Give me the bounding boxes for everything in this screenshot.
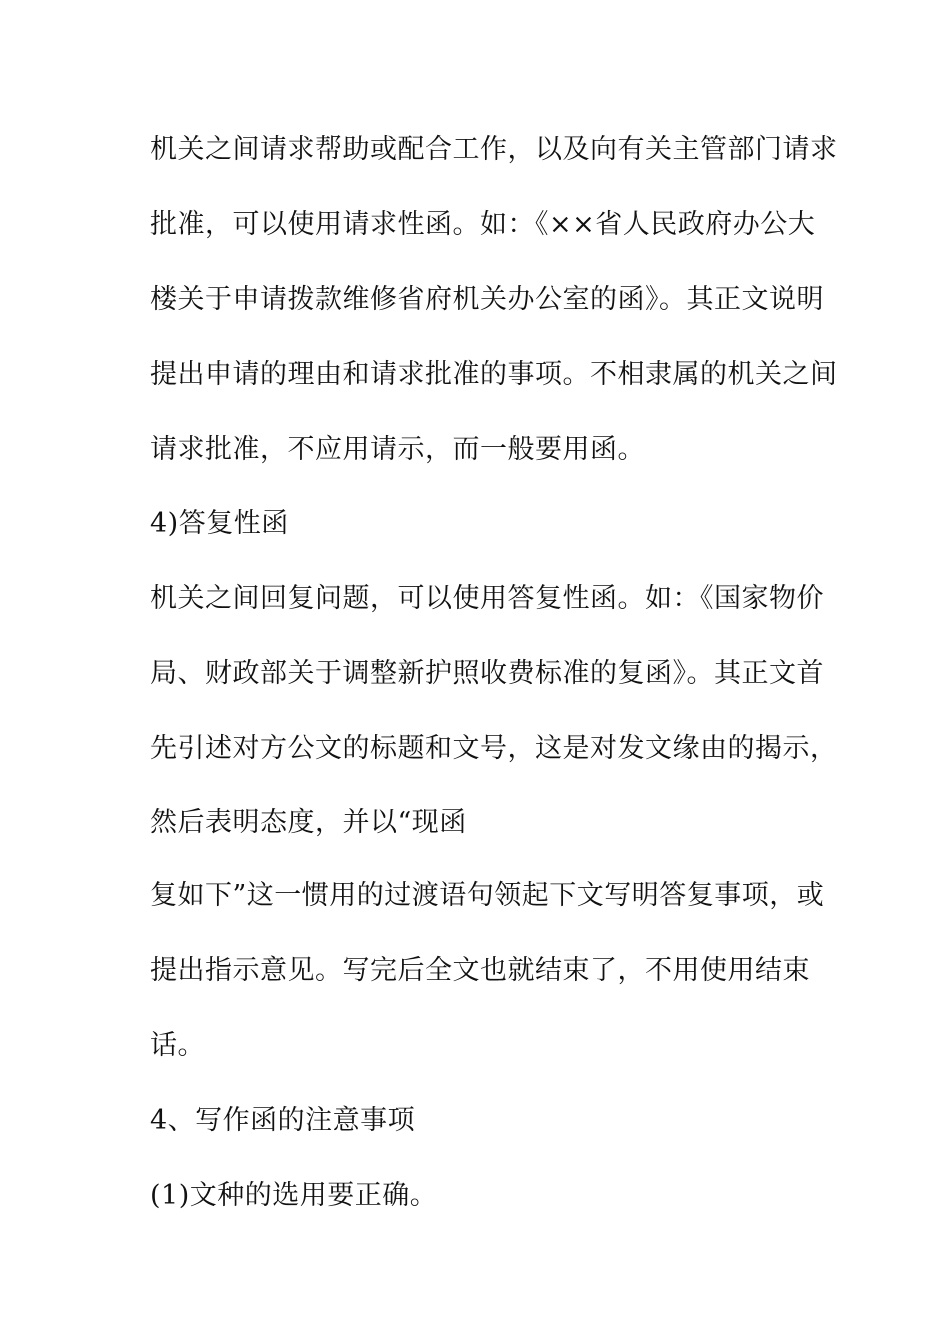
text-line: 复如下”这一惯用的过渡语句领起下文写明答复事项，或: [150, 880, 825, 911]
text-line: 然后表明态度，并以“现函: [150, 807, 467, 838]
text-line: 话。: [150, 1030, 205, 1061]
section-heading: 4)答复性函: [150, 508, 289, 539]
section-heading: (1)文种的选用要正确。: [150, 1180, 438, 1211]
text-line: 提出指示意见。写完后全文也就结束了，不用使用结束: [150, 955, 810, 986]
text-line: 批准，可以使用请求性函。如：《××省人民政府办公大: [150, 209, 816, 240]
text-line: 楼关于申请拨款维修省府机关办公室的函》。其正文说明: [150, 284, 824, 315]
text-line: 机关之间请求帮助或配合工作，以及向有关主管部门请求: [150, 134, 838, 165]
text-line: 先引述对方公文的标题和文号，这是对发文缘由的揭示，: [150, 733, 838, 764]
text-line: 提出申请的理由和请求批准的事项。不相隶属的机关之间: [150, 359, 838, 390]
section-heading: 4、写作函的注意事项: [150, 1105, 416, 1136]
text-line: 机关之间回复问题，可以使用答复性函。如：《国家物价: [150, 583, 824, 614]
text-line: 请求批准，不应用请示，而一般要用函。: [150, 434, 645, 465]
text-line: 局、财政部关于调整新护照收费标准的复函》。其正文首: [150, 658, 824, 689]
